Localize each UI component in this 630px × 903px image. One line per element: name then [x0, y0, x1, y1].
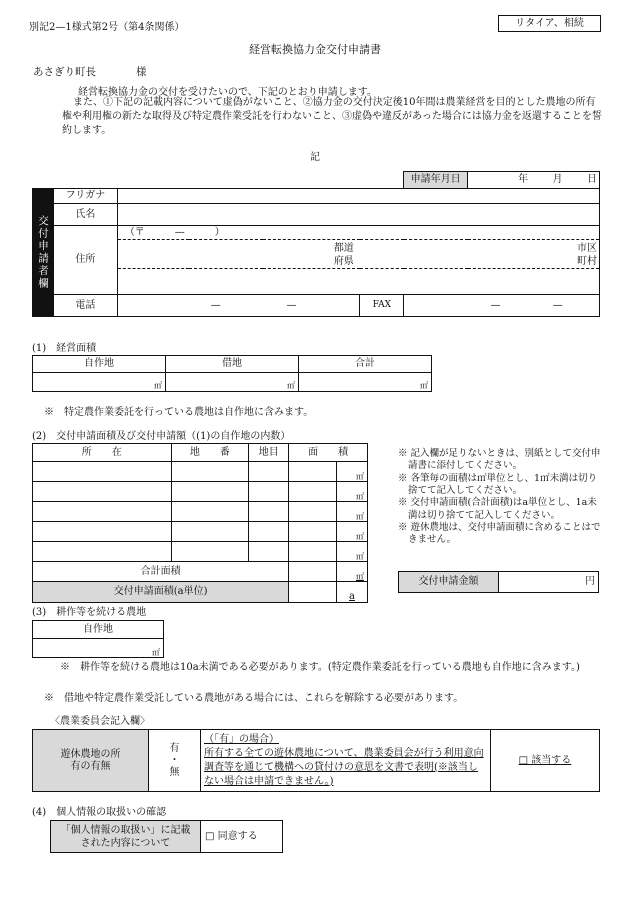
fax-field[interactable]: [404, 295, 600, 317]
note-item: ※ 交付申請面積(合計面積)はa単位とし、1a未満は切り捨てて記入してください。: [398, 497, 597, 521]
col-own-land: 自作地: [33, 621, 164, 639]
lot-cell[interactable]: [171, 522, 249, 542]
category-cell[interactable]: [249, 522, 289, 542]
unit-sqm: ㎡: [356, 471, 364, 481]
condition-text: [201, 730, 491, 792]
col-own-land: 自作地: [33, 356, 166, 373]
lot-cell[interactable]: [171, 502, 249, 522]
address-line-field[interactable]: [117, 269, 599, 295]
category-cell[interactable]: [249, 462, 289, 482]
applicable-checkbox[interactable]: □ 該当する: [491, 730, 600, 792]
unit-sqm: ㎡: [154, 380, 162, 390]
note-item: ※ 各筆毎の面積は㎡単位とし、1㎡未満は切り捨てて記入してください。: [398, 472, 598, 497]
col-total: 合計: [299, 356, 432, 373]
day-label: 日: [587, 174, 597, 186]
phone-dash-2: —: [286, 299, 297, 311]
section3-heading: (3) 耕作等を続ける農地: [32, 607, 147, 618]
section2-notes: [398, 448, 602, 547]
application-date-label: 申請年月日: [404, 172, 468, 189]
lot-cell[interactable]: [171, 542, 249, 562]
lot-cell[interactable]: [171, 462, 249, 482]
location-cell[interactable]: [33, 482, 172, 502]
col-area: 面 積: [289, 444, 368, 462]
lot-cell[interactable]: [171, 482, 249, 502]
area-cell[interactable]: [289, 462, 337, 482]
continued-land-table: [32, 620, 164, 658]
table-row: [33, 542, 368, 562]
area-cell[interactable]: [289, 502, 337, 522]
address-label: 住所: [53, 226, 117, 295]
privacy-label: 「個人情報の取扱い」に記載された内容について: [51, 821, 201, 853]
phone-label: 電話: [53, 295, 117, 317]
month-label: 月: [552, 174, 563, 186]
section4-heading: (4) 個人情報の取扱いの確認: [32, 807, 167, 818]
table-row: [33, 482, 368, 502]
fax-dash-2: —: [552, 299, 563, 311]
page-title: 経営転換協力金交付申請書: [249, 43, 381, 56]
category-cell[interactable]: [249, 542, 289, 562]
name-label: 氏名: [53, 204, 117, 226]
fax-dash-1: —: [490, 299, 501, 311]
condition-body: 所有する全ての遊休農地について、農業委員会が行う利用意向調査等を通じて機構への貸付けの意思を文書で表明(※該当しない場合は申請できません。): [204, 747, 484, 787]
section2-heading: (2) 交付申請面積及び交付申請額（(1)の自作地の内数）: [32, 431, 291, 442]
postal-field[interactable]: [117, 226, 599, 240]
fax-label: FAX: [360, 295, 404, 317]
consent-checkbox[interactable]: □ 同意する: [201, 821, 283, 853]
yes-no-choice[interactable]: [149, 730, 201, 792]
category-cell[interactable]: [249, 482, 289, 502]
name-field[interactable]: [117, 204, 599, 226]
unit-sqm: ㎡: [356, 531, 364, 541]
committee-table: [32, 729, 600, 792]
yen-unit: 円: [585, 576, 595, 588]
unit-sqm: ㎡: [287, 380, 295, 390]
applicant-side-label: 交付申請者欄: [33, 189, 54, 317]
section1-heading: (1) 経営面積: [32, 343, 97, 354]
unit-cell: [337, 462, 368, 482]
phone-dash-1: —: [210, 299, 221, 311]
phone-field[interactable]: [117, 295, 360, 317]
unit-are: a: [349, 590, 355, 602]
area-cell[interactable]: [289, 522, 337, 542]
amount-table: [398, 571, 599, 593]
table-row: [33, 522, 368, 542]
section3-note-2: ※ 借地や特定農作業受託している農地がある場合には、これらを解除する必要があります。: [44, 693, 464, 704]
form-reference: 別記2—1様式第2号（第4条関係）: [29, 22, 185, 33]
management-area-table: [32, 355, 432, 392]
unit-sqm: ㎡: [356, 571, 364, 581]
form-tag: リタイア、相続: [498, 15, 601, 32]
condition-title: （「有」の場合）: [204, 733, 279, 745]
amount-label: 交付申請金額: [399, 572, 499, 593]
total-area-label: 合計面積: [33, 562, 289, 582]
apply-area-field[interactable]: [289, 582, 337, 603]
note-item: ※ 遊休農地は、交付申請面積に含めることはできません。: [398, 522, 601, 546]
ki-label: 記: [310, 152, 320, 163]
prefecture-label-2: 府県: [333, 256, 354, 267]
location-cell[interactable]: [33, 522, 172, 542]
applicant-table: [32, 171, 600, 317]
unit-sqm: ㎡: [356, 551, 364, 561]
choice-dot: ・: [169, 754, 180, 766]
table-row: [33, 502, 368, 522]
intro-line-2: また、①下記の記載内容について虚偽がないこと、②協力金の交付決定後10年間は農業経営を目的とした農地の所有権や利用権の新たな取得及び特定農作業受託を行わないこと、③虚偽や違反があった場合には協力金を返還することを誓約します。: [62, 97, 602, 136]
city-label-1: 市区: [577, 243, 597, 254]
area-cell[interactable]: [289, 482, 337, 502]
postal-code-format: （〒 — ）: [124, 226, 225, 238]
choice-no[interactable]: 無: [169, 766, 180, 778]
unit-cell: [337, 522, 368, 542]
unit-sqm: ㎡: [356, 491, 364, 501]
unit-cell: [337, 502, 368, 522]
furigana-label: フリガナ: [53, 189, 117, 204]
privacy-table: [50, 820, 283, 853]
amount-field[interactable]: [499, 572, 599, 593]
application-date-field[interactable]: [468, 172, 600, 189]
unit-sqm: ㎡: [420, 380, 428, 390]
table-row: [33, 462, 368, 482]
idle-farmland-label: 遊休農地の所有の有無: [33, 730, 149, 792]
continued-area-field[interactable]: [33, 639, 164, 658]
prefecture-label-1: 都道: [333, 243, 354, 254]
intro-line-1: 経営転換協力金の交付を受けたいので、下記のとおり申請します。: [78, 87, 377, 98]
section1-note: ※ 特定農作業委託を行っている農地は自作地に含みます。: [44, 407, 314, 418]
col-location: 所 在: [33, 444, 172, 462]
unit-cell: [337, 482, 368, 502]
unit-cell: [337, 582, 368, 603]
location-cell[interactable]: [33, 542, 172, 562]
unit-cell: [337, 562, 368, 582]
address-field[interactable]: [117, 240, 599, 269]
col-lot-number: 地 番: [171, 444, 249, 462]
own-land-area-field[interactable]: [33, 373, 166, 392]
addressee-name: あさぎり町長: [33, 66, 96, 78]
note-item: ※ 記入欄が足りないときは、別紙として交付申請書に添付してください。: [398, 448, 601, 472]
total-area-field[interactable]: [299, 373, 432, 392]
choice-yes[interactable]: 有: [169, 742, 180, 754]
city-label-2: 町村: [577, 256, 597, 267]
addressee: [33, 64, 147, 79]
location-cell[interactable]: [33, 502, 172, 522]
year-label: 年: [518, 174, 529, 186]
leased-land-area-field[interactable]: [166, 373, 299, 392]
total-area-field[interactable]: [289, 562, 337, 582]
unit-sqm: ㎡: [152, 647, 160, 657]
category-cell[interactable]: [249, 502, 289, 522]
committee-heading: 〈農業委員会記入欄〉: [50, 716, 150, 727]
furigana-field[interactable]: [117, 189, 599, 204]
addressee-honorific: 様: [136, 66, 147, 78]
section3-note-1: ※ 耕作等を続ける農地は10a未満である必要があります。(特定農作業委託を行っている農地も自作地に含みます。): [60, 662, 580, 673]
area-cell[interactable]: [289, 542, 337, 562]
unit-cell: [337, 542, 368, 562]
col-land-category: 地目: [249, 444, 289, 462]
col-leased-land: 借地: [166, 356, 299, 373]
application-area-table: [32, 443, 368, 603]
unit-sqm: ㎡: [356, 511, 364, 521]
apply-area-label: 交付申請面積(a単位): [33, 582, 289, 603]
location-cell[interactable]: [33, 462, 172, 482]
